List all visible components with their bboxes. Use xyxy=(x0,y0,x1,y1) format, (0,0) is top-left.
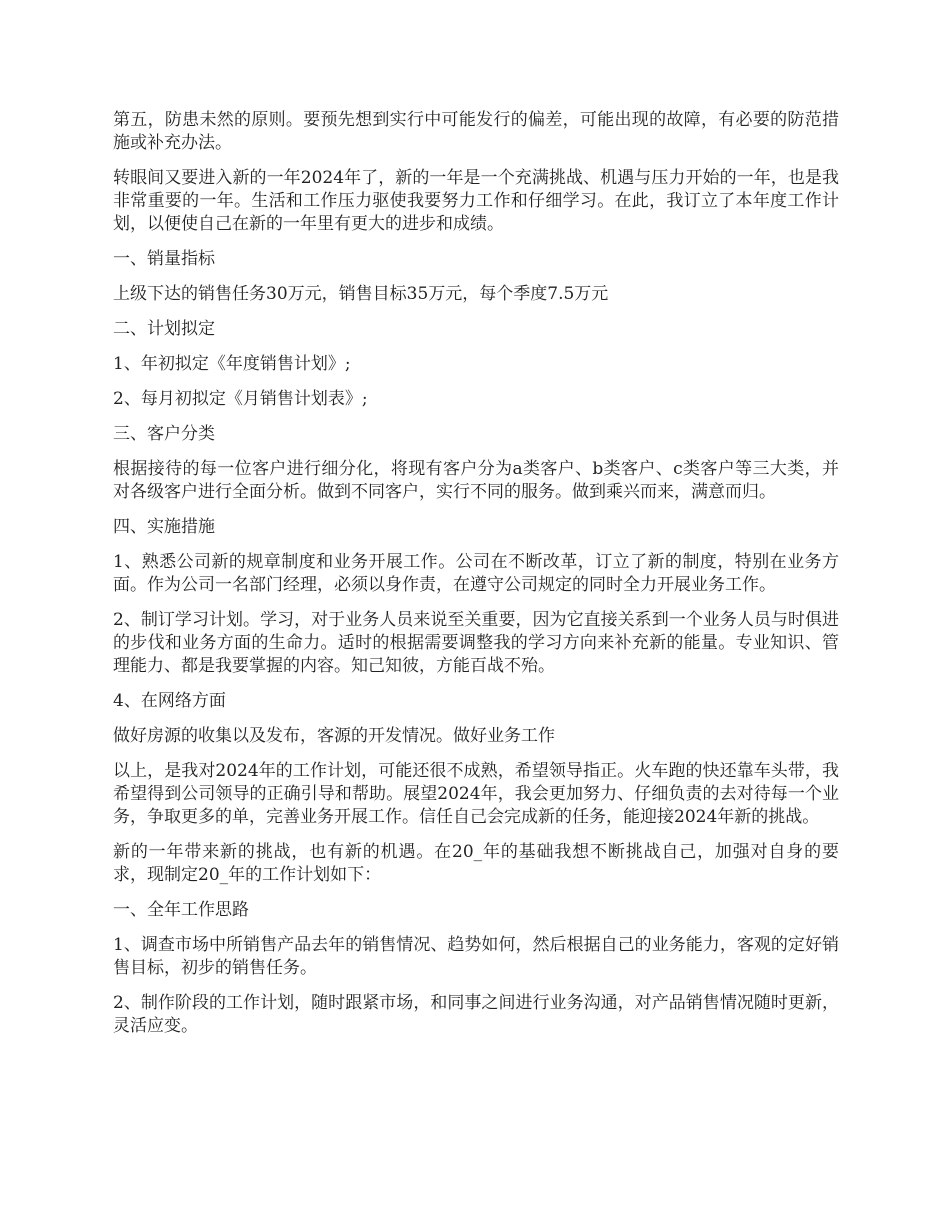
list-item: 1、调查市场中所销售产品去年的销售情况、趋势如何，然后根据自己的业务能力，客观的定好销售目标，初步的销售任务。 xyxy=(113,935,839,978)
paragraph: 第五，防患未然的原则。要预先想到实行中可能发行的偏差，可能出现的故障，有必要的防范措施或补充办法。 xyxy=(113,110,839,153)
paragraph: 以上，是我对2024年的工作计划，可能还很不成熟，希望领导指正。火车跑的快还靠车头带，我希望得到公司领导的正确引导和帮助。展望2024年，我会更加努力、仔细负责的去对待每一个业务，争取更多的单，完善业务开展工作。信任自己会完成新的任务，能迎接2024年新的挑战。 xyxy=(113,761,839,827)
section-heading: 三、客户分类 xyxy=(113,424,215,444)
list-item: 1、年初拟定《年度销售计划》; xyxy=(113,354,351,374)
list-item: 1、熟悉公司新的规章制度和业务开展工作。公司在不断改革，订立了新的制度，特别在业务方面。作为公司一名部门经理，必须以身作责，在遵守公司规定的同时全力开展业务工作。 xyxy=(113,552,839,595)
list-item: 2、制订学习计划。学习，对于业务人员来说至关重要，因为它直接关系到一个业务人员与时俱进的步伐和业务方面的生命力。适时的根据需要调整我的学习方向来补充新的能量。专业知识、管理能力、都是我要掌握的内容。知己知彼，方能百战不殆。 xyxy=(113,610,839,676)
paragraph: 转眼间又要进入新的一年2024年了，新的一年是一个充满挑战、机遇与压力开始的一年，也是我非常重要的一年。生活和工作压力驱使我要努力工作和仔细学习。在此，我订立了本年度工作计划，以便使自己在新的一年里有更大的进步和成绩。 xyxy=(113,168,839,234)
section-heading: 一、全年工作思路 xyxy=(113,900,249,920)
section-heading: 二、计划拟定 xyxy=(113,319,215,339)
paragraph: 做好房源的收集以及发布，客源的开发情况。做好业务工作 xyxy=(113,726,555,746)
paragraph: 上级下达的销售任务30万元，销售目标35万元，每个季度7.5万元 xyxy=(113,284,609,304)
section-heading: 四、实施措施 xyxy=(113,517,215,537)
document-body xyxy=(113,109,839,1050)
list-item: 2、制作阶段的工作计划，随时跟紧市场，和同事之间进行业务沟通，对产品销售情况随时更新，灵活应变。 xyxy=(113,993,839,1036)
paragraph: 根据接待的每一位客户进行细分化，将现有客户分为a类客户、b类客户、c类客户等三大类，并对各级客户进行全面分析。做到不同客户，实行不同的服务。做到乘兴而来，满意而归。 xyxy=(113,459,839,502)
paragraph: 新的一年带来新的挑战，也有新的机遇。在20_年的基础我想不断挑战自己，加强对自身的要求，现制定20_年的工作计划如下： xyxy=(113,842,839,885)
section-heading: 一、销量指标 xyxy=(113,249,215,269)
list-item: 2、每月初拟定《月销售计划表》; xyxy=(113,389,368,409)
list-item: 4、在网络方面 xyxy=(113,691,226,711)
